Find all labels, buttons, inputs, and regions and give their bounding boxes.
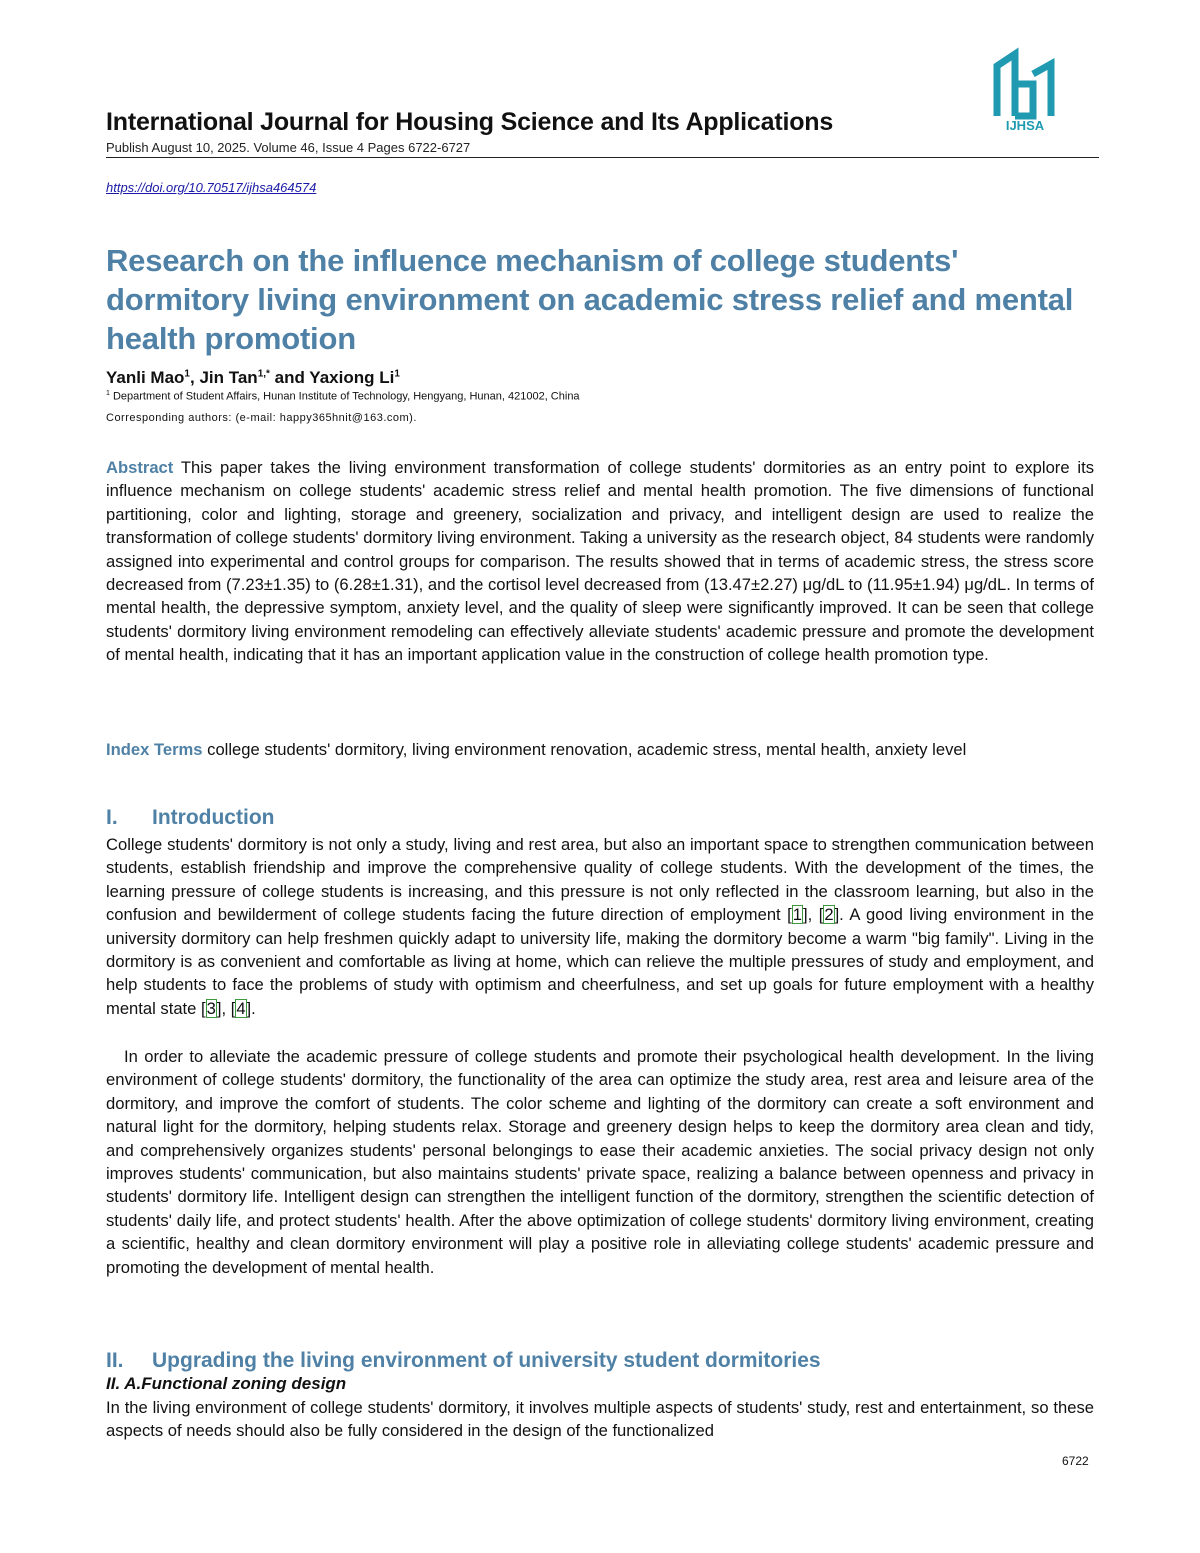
section-title: Introduction <box>152 806 275 829</box>
citation-link[interactable]: 1 <box>792 905 802 925</box>
index-terms <box>106 738 1094 761</box>
index-terms-text: college students' dormitory, living environment renovation, academic stress, mental health, anxiety level <box>202 740 967 759</box>
corresponding-author: Corresponding authors: (e-mail: happy365hnit@163.com). <box>106 412 417 424</box>
subsection-heading: II. A.Functional zoning design <box>106 1374 347 1393</box>
affiliation-mark: 1 <box>184 368 190 380</box>
page-number: 6722 <box>1062 1454 1089 1468</box>
logo-text: IJHSA <box>1005 118 1045 132</box>
affiliation <box>106 390 580 403</box>
citation-link[interactable]: 4 <box>236 998 246 1018</box>
affiliation-mark: 1 <box>394 368 400 380</box>
intro-paragraph-1 <box>106 833 1094 1020</box>
author-name: Yaxiong Li <box>309 368 395 387</box>
publish-info: Publish August 10, 2025. Volume 46, Issue 4 Pages 6722-6727 <box>106 140 471 155</box>
section2-paragraph-1: In the living environment of college students' dormitory, it involves multiple aspects of students' study, rest and entertainment, so these aspects of needs should also be fully considered in the design of the functionalized <box>106 1398 1094 1441</box>
index-terms-label: Index Terms <box>106 740 203 759</box>
abstract <box>106 456 1094 667</box>
abstract-label: Abstract <box>106 458 174 477</box>
section-number: II. <box>106 1349 124 1372</box>
paragraph-text: ], [ <box>803 905 824 925</box>
section-number: I. <box>106 806 118 829</box>
author-name: Yanli Mao <box>106 368 185 387</box>
paragraph-text: ]. A good living environment in the university dormitory can help freshmen quickly adapt to university life, making the dormitory become a warm "big family". Living in the dormitory is as convenient and comfortable as living at home, which can relieve the multiple pressures of study and employment, and help students to face the problems of study with optimism and cheerfulness, and set up goals for future employment with a healthy mental state [ <box>106 905 1094 1018</box>
paragraph-text: ], [ <box>216 998 236 1018</box>
paragraph-text: College students' dormitory is not only a study, living and rest area, but also an important space to strengthen communication between students, establish friendship and improve the comprehensive quality of college students. With the development of the times, the learning pressure of college students is increasing, and this pressure is not only reflected in the classroom learning, but also in the confusion and bewilderment of college students facing the future direction of employment [ <box>106 835 1094 925</box>
affiliation-mark: 1,* <box>257 368 270 380</box>
journal-title: International Journal for Housing Science and Its Applications <box>106 108 834 136</box>
citation-link[interactable]: 3 <box>206 998 216 1018</box>
affiliation-mark: 1 <box>106 390 110 397</box>
author-name: Jin Tan <box>199 368 258 387</box>
citation-link[interactable]: 2 <box>824 905 834 925</box>
author-separator: , <box>189 368 200 387</box>
author-separator: and <box>269 368 310 387</box>
section-heading <box>106 1349 821 1373</box>
section-heading <box>106 806 274 830</box>
affiliation-text: Department of Student Affairs, Hunan Institute of Technology, Hengyang, Hunan, 421002, China <box>109 390 580 403</box>
intro-paragraph-2: In order to alleviate the academic pressure of college students and promote their psychological health development. In the living environment of college students' dormitory, the functionality of the area can optimize the study area, rest area and leisure area of the dormitory, and improve the comfort of students. The color scheme and lighting of the dormitory can create a soft environment and natural light for the dormitory, helping students relax. Storage and greenery design helps to keep the dormitory area clean and tidy, and comprehensively organizes students' personal belongings to ease their academic anxieties. The social privacy design not only improves students' communication, but also maintains students' private space, realizing a balance between openness and privacy in students' dormitory life. Intelligent design can strengthen the intelligent function of the dormitory, strengthen the scientific detection of students' daily life, and protect students' health. After the above optimization of college students' dormitory living environment, creating a scientific, healthy and clean dormitory environment will play a positive role in alleviating college students' academic pressure and promoting the development of mental health. <box>106 1047 1094 1277</box>
doi-link[interactable]: https://doi.org/10.70517/ijhsa464574 <box>106 180 317 195</box>
paper-title: Research on the influence mechanism of college students' dormitory living environment on academic stress relief and mental health promotion <box>106 243 1074 356</box>
abstract-text: This paper takes the living environment transformation of college students' dormitories as an entry point to explore its influence mechanism on college students' academic stress relief and mental health promotion. The five dimensions of functional partitioning, color and lighting, storage and greenery, socialization and privacy, and intelligent design are used to realize the transformation of college students' dormitory living environment. Taking a university as the research object, 84 students were randomly assigned into experimental and control groups for comparison. The results showed that in terms of academic stress, the stress score decreased from (7.23±1.35) to (6.28±1.31), and the cortisol level decreased from (13.47±2.27) μg/dL to (11.95±1.94) μg/dL. In terms of mental health, the depressive symptom, anxiety level, and the quality of sleep were significantly improved. It can be seen that college students' dormitory living environment remodeling can effectively alleviate students' academic pressure and promote the development of mental health, indicating that it has an important application value in the construction of college health promotion type. <box>106 458 1094 665</box>
ijhsa-logo-icon <box>985 44 1065 132</box>
header-divider <box>106 157 1099 158</box>
author-list <box>106 368 400 388</box>
paragraph-text: ]. <box>246 998 256 1018</box>
section-title: Upgrading the living environment of university student dormitories <box>152 1349 821 1372</box>
